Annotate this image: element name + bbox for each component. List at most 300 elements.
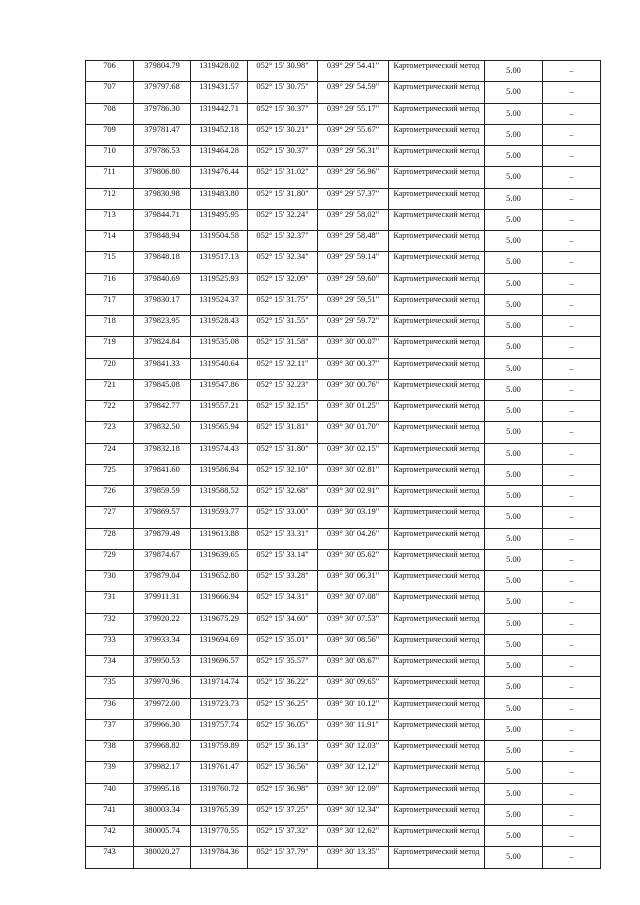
method-cell: Картометрический метод bbox=[389, 167, 485, 188]
x-coordinate-cell: 380020.27 bbox=[134, 847, 191, 868]
y-coordinate-cell: 1319770.55 bbox=[191, 826, 248, 847]
x-coordinate-cell: 379874.67 bbox=[134, 549, 191, 570]
accuracy-cell: 5.00 bbox=[485, 146, 543, 167]
accuracy-cell: 5.00 bbox=[485, 528, 543, 549]
latitude-cell: 052° 15' 31.80" bbox=[248, 188, 318, 209]
latitude-cell: 052° 15' 36.98" bbox=[248, 783, 318, 804]
longitude-cell: 039° 29' 55.17" bbox=[318, 103, 389, 124]
accuracy-cell: 5.00 bbox=[485, 167, 543, 188]
longitude-cell: 039° 29' 58.48" bbox=[318, 231, 389, 252]
y-coordinate-cell: 1319714.74 bbox=[191, 677, 248, 698]
point-number-cell: 736 bbox=[86, 698, 134, 719]
longitude-cell: 039° 29' 55.67" bbox=[318, 124, 389, 145]
method-cell: Картометрический метод bbox=[389, 188, 485, 209]
longitude-cell: 039° 30' 09.65" bbox=[318, 677, 389, 698]
x-coordinate-cell: 379830.17 bbox=[134, 294, 191, 315]
method-cell: Картометрический метод bbox=[389, 443, 485, 464]
method-cell: Картометрический метод bbox=[389, 677, 485, 698]
method-cell: Картометрический метод bbox=[389, 379, 485, 400]
y-coordinate-cell: 1319757.74 bbox=[191, 719, 248, 740]
note-cell: – bbox=[543, 379, 601, 400]
latitude-cell: 052° 15' 31.55" bbox=[248, 316, 318, 337]
point-number-cell: 713 bbox=[86, 209, 134, 230]
point-number-cell: 734 bbox=[86, 656, 134, 677]
point-number-cell: 715 bbox=[86, 252, 134, 273]
point-number-cell: 726 bbox=[86, 486, 134, 507]
point-number-cell: 742 bbox=[86, 826, 134, 847]
accuracy-cell: 5.00 bbox=[485, 826, 543, 847]
x-coordinate-cell: 379950.53 bbox=[134, 656, 191, 677]
latitude-cell: 052° 15' 30.37" bbox=[248, 146, 318, 167]
point-number-cell: 740 bbox=[86, 783, 134, 804]
x-coordinate-cell: 379869.57 bbox=[134, 507, 191, 528]
method-cell: Картометрический метод bbox=[389, 124, 485, 145]
method-cell: Картометрический метод bbox=[389, 252, 485, 273]
note-cell: – bbox=[543, 507, 601, 528]
note-cell: – bbox=[543, 571, 601, 592]
longitude-cell: 039° 29' 57.37" bbox=[318, 188, 389, 209]
longitude-cell: 039° 29' 56.31" bbox=[318, 146, 389, 167]
longitude-cell: 039° 29' 59.51" bbox=[318, 294, 389, 315]
point-number-cell: 733 bbox=[86, 634, 134, 655]
latitude-cell: 052° 15' 31.02" bbox=[248, 167, 318, 188]
accuracy-cell: 5.00 bbox=[485, 209, 543, 230]
method-cell: Картометрический метод bbox=[389, 613, 485, 634]
note-cell: – bbox=[543, 82, 601, 103]
note-cell: – bbox=[543, 847, 601, 868]
accuracy-cell: 5.00 bbox=[485, 847, 543, 868]
longitude-cell: 039° 29' 54.41" bbox=[318, 61, 389, 82]
longitude-cell: 039° 30' 03.19" bbox=[318, 507, 389, 528]
point-number-cell: 708 bbox=[86, 103, 134, 124]
method-cell: Картометрический метод bbox=[389, 656, 485, 677]
point-number-cell: 720 bbox=[86, 358, 134, 379]
accuracy-cell: 5.00 bbox=[485, 61, 543, 82]
method-cell: Картометрический метод bbox=[389, 571, 485, 592]
table-row bbox=[86, 124, 601, 145]
method-cell: Картометрический метод bbox=[389, 592, 485, 613]
x-coordinate-cell: 379844.71 bbox=[134, 209, 191, 230]
table-row bbox=[86, 209, 601, 230]
accuracy-cell: 5.00 bbox=[485, 804, 543, 825]
longitude-cell: 039° 30' 12.03" bbox=[318, 741, 389, 762]
note-cell: – bbox=[543, 528, 601, 549]
method-cell: Картометрический метод bbox=[389, 741, 485, 762]
table-body bbox=[86, 61, 601, 869]
note-cell: – bbox=[543, 124, 601, 145]
note-cell: – bbox=[543, 464, 601, 485]
longitude-cell: 039° 30' 11.91" bbox=[318, 719, 389, 740]
latitude-cell: 052° 15' 32.24" bbox=[248, 209, 318, 230]
method-cell: Картометрический метод bbox=[389, 401, 485, 422]
accuracy-cell: 5.00 bbox=[485, 422, 543, 443]
method-cell: Картометрический метод bbox=[389, 146, 485, 167]
point-number-cell: 743 bbox=[86, 847, 134, 868]
y-coordinate-cell: 1319694.69 bbox=[191, 634, 248, 655]
table-row bbox=[86, 294, 601, 315]
longitude-cell: 039° 29' 58.02" bbox=[318, 209, 389, 230]
table-row bbox=[86, 146, 601, 167]
accuracy-cell: 5.00 bbox=[485, 231, 543, 252]
accuracy-cell: 5.00 bbox=[485, 188, 543, 209]
y-coordinate-cell: 1319525.93 bbox=[191, 273, 248, 294]
longitude-cell: 039° 30' 13.35" bbox=[318, 847, 389, 868]
point-number-cell: 728 bbox=[86, 528, 134, 549]
x-coordinate-cell: 379830.98 bbox=[134, 188, 191, 209]
accuracy-cell: 5.00 bbox=[485, 294, 543, 315]
y-coordinate-cell: 1319586.94 bbox=[191, 464, 248, 485]
x-coordinate-cell: 379845.08 bbox=[134, 379, 191, 400]
x-coordinate-cell: 379933.34 bbox=[134, 634, 191, 655]
y-coordinate-cell: 1319613.88 bbox=[191, 528, 248, 549]
x-coordinate-cell: 379879.04 bbox=[134, 571, 191, 592]
note-cell: – bbox=[543, 804, 601, 825]
x-coordinate-cell: 379781.47 bbox=[134, 124, 191, 145]
note-cell: – bbox=[543, 103, 601, 124]
latitude-cell: 052° 15' 31.75" bbox=[248, 294, 318, 315]
accuracy-cell: 5.00 bbox=[485, 507, 543, 528]
x-coordinate-cell: 379972.00 bbox=[134, 698, 191, 719]
y-coordinate-cell: 1319428.02 bbox=[191, 61, 248, 82]
accuracy-cell: 5.00 bbox=[485, 82, 543, 103]
table-row bbox=[86, 252, 601, 273]
accuracy-cell: 5.00 bbox=[485, 252, 543, 273]
x-coordinate-cell: 379841.33 bbox=[134, 358, 191, 379]
table-row bbox=[86, 188, 601, 209]
accuracy-cell: 5.00 bbox=[485, 103, 543, 124]
point-number-cell: 712 bbox=[86, 188, 134, 209]
note-cell: – bbox=[543, 294, 601, 315]
latitude-cell: 052° 15' 30.21" bbox=[248, 124, 318, 145]
latitude-cell: 052° 15' 36.22" bbox=[248, 677, 318, 698]
method-cell: Картометрический метод bbox=[389, 337, 485, 358]
note-cell: – bbox=[543, 741, 601, 762]
y-coordinate-cell: 1319639.65 bbox=[191, 549, 248, 570]
method-cell: Картометрический метод bbox=[389, 719, 485, 740]
method-cell: Картометрический метод bbox=[389, 698, 485, 719]
table-row bbox=[86, 486, 601, 507]
x-coordinate-cell: 379786.53 bbox=[134, 146, 191, 167]
latitude-cell: 052° 15' 34.31" bbox=[248, 592, 318, 613]
y-coordinate-cell: 1319476.44 bbox=[191, 167, 248, 188]
point-number-cell: 735 bbox=[86, 677, 134, 698]
latitude-cell: 052° 15' 32.34" bbox=[248, 252, 318, 273]
table-row bbox=[86, 61, 601, 82]
x-coordinate-cell: 379840.69 bbox=[134, 273, 191, 294]
method-cell: Картометрический метод bbox=[389, 486, 485, 507]
note-cell: – bbox=[543, 209, 601, 230]
longitude-cell: 039° 30' 08.67" bbox=[318, 656, 389, 677]
point-number-cell: 725 bbox=[86, 464, 134, 485]
longitude-cell: 039° 30' 12.34" bbox=[318, 804, 389, 825]
longitude-cell: 039° 30' 12.09" bbox=[318, 783, 389, 804]
note-cell: – bbox=[543, 231, 601, 252]
accuracy-cell: 5.00 bbox=[485, 124, 543, 145]
latitude-cell: 052° 15' 32.10" bbox=[248, 464, 318, 485]
y-coordinate-cell: 1319760.72 bbox=[191, 783, 248, 804]
y-coordinate-cell: 1319565.94 bbox=[191, 422, 248, 443]
note-cell: – bbox=[543, 167, 601, 188]
method-cell: Картометрический метод bbox=[389, 294, 485, 315]
table-row bbox=[86, 847, 601, 868]
table-row bbox=[86, 762, 601, 783]
y-coordinate-cell: 1319540.64 bbox=[191, 358, 248, 379]
note-cell: – bbox=[543, 273, 601, 294]
accuracy-cell: 5.00 bbox=[485, 464, 543, 485]
y-coordinate-cell: 1319666.94 bbox=[191, 592, 248, 613]
method-cell: Картометрический метод bbox=[389, 826, 485, 847]
table-row bbox=[86, 634, 601, 655]
accuracy-cell: 5.00 bbox=[485, 592, 543, 613]
y-coordinate-cell: 1319483.80 bbox=[191, 188, 248, 209]
point-number-cell: 730 bbox=[86, 571, 134, 592]
note-cell: – bbox=[543, 358, 601, 379]
table-row bbox=[86, 273, 601, 294]
method-cell: Картометрический метод bbox=[389, 783, 485, 804]
method-cell: Картометрический метод bbox=[389, 528, 485, 549]
longitude-cell: 039° 29' 56.96" bbox=[318, 167, 389, 188]
longitude-cell: 039° 30' 06.31" bbox=[318, 571, 389, 592]
method-cell: Картометрический метод bbox=[389, 549, 485, 570]
latitude-cell: 052° 15' 30.75" bbox=[248, 82, 318, 103]
table-row bbox=[86, 507, 601, 528]
accuracy-cell: 5.00 bbox=[485, 571, 543, 592]
table-row bbox=[86, 82, 601, 103]
table-row bbox=[86, 549, 601, 570]
note-cell: – bbox=[543, 656, 601, 677]
latitude-cell: 052° 15' 36.25" bbox=[248, 698, 318, 719]
latitude-cell: 052° 15' 32.15" bbox=[248, 401, 318, 422]
y-coordinate-cell: 1319765.39 bbox=[191, 804, 248, 825]
accuracy-cell: 5.00 bbox=[485, 656, 543, 677]
x-coordinate-cell: 379879.49 bbox=[134, 528, 191, 549]
note-cell: – bbox=[543, 422, 601, 443]
latitude-cell: 052° 15' 32.09" bbox=[248, 273, 318, 294]
y-coordinate-cell: 1319535.08 bbox=[191, 337, 248, 358]
y-coordinate-cell: 1319759.89 bbox=[191, 741, 248, 762]
x-coordinate-cell: 379859.59 bbox=[134, 486, 191, 507]
x-coordinate-cell: 379842.77 bbox=[134, 401, 191, 422]
x-coordinate-cell: 379848.94 bbox=[134, 231, 191, 252]
point-number-cell: 718 bbox=[86, 316, 134, 337]
table-row bbox=[86, 741, 601, 762]
x-coordinate-cell: 379804.79 bbox=[134, 61, 191, 82]
latitude-cell: 052° 15' 31.81" bbox=[248, 422, 318, 443]
note-cell: – bbox=[543, 634, 601, 655]
latitude-cell: 052° 15' 32.68" bbox=[248, 486, 318, 507]
method-cell: Картометрический метод bbox=[389, 273, 485, 294]
accuracy-cell: 5.00 bbox=[485, 719, 543, 740]
method-cell: Картометрический метод bbox=[389, 804, 485, 825]
note-cell: – bbox=[543, 677, 601, 698]
point-number-cell: 719 bbox=[86, 337, 134, 358]
point-number-cell: 707 bbox=[86, 82, 134, 103]
y-coordinate-cell: 1319557.21 bbox=[191, 401, 248, 422]
method-cell: Картометрический метод bbox=[389, 464, 485, 485]
method-cell: Картометрический метод bbox=[389, 209, 485, 230]
table-row bbox=[86, 698, 601, 719]
point-number-cell: 729 bbox=[86, 549, 134, 570]
longitude-cell: 039° 30' 08.56" bbox=[318, 634, 389, 655]
y-coordinate-cell: 1319574.43 bbox=[191, 443, 248, 464]
point-number-cell: 737 bbox=[86, 719, 134, 740]
coordinates-table bbox=[85, 60, 601, 869]
accuracy-cell: 5.00 bbox=[485, 634, 543, 655]
note-cell: – bbox=[543, 762, 601, 783]
accuracy-cell: 5.00 bbox=[485, 316, 543, 337]
method-cell: Картометрический метод bbox=[389, 231, 485, 252]
accuracy-cell: 5.00 bbox=[485, 698, 543, 719]
y-coordinate-cell: 1319495.95 bbox=[191, 209, 248, 230]
longitude-cell: 039° 30' 02.15" bbox=[318, 443, 389, 464]
y-coordinate-cell: 1319723.73 bbox=[191, 698, 248, 719]
longitude-cell: 039° 29' 59.14" bbox=[318, 252, 389, 273]
x-coordinate-cell: 379832.18 bbox=[134, 443, 191, 464]
note-cell: – bbox=[543, 826, 601, 847]
x-coordinate-cell: 379786.30 bbox=[134, 103, 191, 124]
x-coordinate-cell: 379848.18 bbox=[134, 252, 191, 273]
latitude-cell: 052° 15' 33.31" bbox=[248, 528, 318, 549]
method-cell: Картометрический метод bbox=[389, 847, 485, 868]
point-number-cell: 739 bbox=[86, 762, 134, 783]
point-number-cell: 716 bbox=[86, 273, 134, 294]
latitude-cell: 052° 15' 33.28" bbox=[248, 571, 318, 592]
point-number-cell: 714 bbox=[86, 231, 134, 252]
x-coordinate-cell: 379797.68 bbox=[134, 82, 191, 103]
longitude-cell: 039° 30' 12.62" bbox=[318, 826, 389, 847]
point-number-cell: 727 bbox=[86, 507, 134, 528]
longitude-cell: 039° 30' 00.07" bbox=[318, 337, 389, 358]
accuracy-cell: 5.00 bbox=[485, 379, 543, 400]
y-coordinate-cell: 1319761.47 bbox=[191, 762, 248, 783]
y-coordinate-cell: 1319696.57 bbox=[191, 656, 248, 677]
longitude-cell: 039° 30' 01.25" bbox=[318, 401, 389, 422]
latitude-cell: 052° 15' 32.23" bbox=[248, 379, 318, 400]
longitude-cell: 039° 30' 01.70" bbox=[318, 422, 389, 443]
longitude-cell: 039° 30' 05.62" bbox=[318, 549, 389, 570]
latitude-cell: 052° 15' 36.56" bbox=[248, 762, 318, 783]
table-row bbox=[86, 422, 601, 443]
point-number-cell: 706 bbox=[86, 61, 134, 82]
point-number-cell: 738 bbox=[86, 741, 134, 762]
accuracy-cell: 5.00 bbox=[485, 337, 543, 358]
point-number-cell: 711 bbox=[86, 167, 134, 188]
x-coordinate-cell: 379968.82 bbox=[134, 741, 191, 762]
y-coordinate-cell: 1319517.13 bbox=[191, 252, 248, 273]
latitude-cell: 052° 15' 36.05" bbox=[248, 719, 318, 740]
method-cell: Картометрический метод bbox=[389, 316, 485, 337]
latitude-cell: 052° 15' 37.32" bbox=[248, 826, 318, 847]
note-cell: – bbox=[543, 613, 601, 634]
table-row bbox=[86, 804, 601, 825]
y-coordinate-cell: 1319504.58 bbox=[191, 231, 248, 252]
x-coordinate-cell: 379966.30 bbox=[134, 719, 191, 740]
note-cell: – bbox=[543, 146, 601, 167]
latitude-cell: 052° 15' 32.11" bbox=[248, 358, 318, 379]
note-cell: – bbox=[543, 61, 601, 82]
point-number-cell: 732 bbox=[86, 613, 134, 634]
point-number-cell: 731 bbox=[86, 592, 134, 613]
note-cell: – bbox=[543, 486, 601, 507]
table-row bbox=[86, 443, 601, 464]
longitude-cell: 039° 30' 07.53" bbox=[318, 613, 389, 634]
accuracy-cell: 5.00 bbox=[485, 613, 543, 634]
method-cell: Картометрический метод bbox=[389, 507, 485, 528]
table-row bbox=[86, 337, 601, 358]
table-row bbox=[86, 719, 601, 740]
longitude-cell: 039° 30' 02.91" bbox=[318, 486, 389, 507]
latitude-cell: 052° 15' 37.79" bbox=[248, 847, 318, 868]
x-coordinate-cell: 379806.80 bbox=[134, 167, 191, 188]
longitude-cell: 039° 30' 10.12" bbox=[318, 698, 389, 719]
point-number-cell: 721 bbox=[86, 379, 134, 400]
table-row bbox=[86, 528, 601, 549]
x-coordinate-cell: 379823.95 bbox=[134, 316, 191, 337]
table-row bbox=[86, 783, 601, 804]
method-cell: Картометрический метод bbox=[389, 103, 485, 124]
method-cell: Картометрический метод bbox=[389, 634, 485, 655]
y-coordinate-cell: 1319442.71 bbox=[191, 103, 248, 124]
point-number-cell: 724 bbox=[86, 443, 134, 464]
note-cell: – bbox=[543, 592, 601, 613]
latitude-cell: 052° 15' 35.01" bbox=[248, 634, 318, 655]
method-cell: Картометрический метод bbox=[389, 762, 485, 783]
latitude-cell: 052° 15' 30.98" bbox=[248, 61, 318, 82]
x-coordinate-cell: 379841.60 bbox=[134, 464, 191, 485]
note-cell: – bbox=[543, 316, 601, 337]
accuracy-cell: 5.00 bbox=[485, 677, 543, 698]
table-row bbox=[86, 464, 601, 485]
longitude-cell: 039° 30' 00.76" bbox=[318, 379, 389, 400]
x-coordinate-cell: 379911.31 bbox=[134, 592, 191, 613]
table-row bbox=[86, 571, 601, 592]
y-coordinate-cell: 1319431.57 bbox=[191, 82, 248, 103]
note-cell: – bbox=[543, 252, 601, 273]
note-cell: – bbox=[543, 443, 601, 464]
table-row bbox=[86, 231, 601, 252]
method-cell: Картометрический метод bbox=[389, 82, 485, 103]
method-cell: Картометрический метод bbox=[389, 358, 485, 379]
latitude-cell: 052° 15' 35.57" bbox=[248, 656, 318, 677]
note-cell: – bbox=[543, 401, 601, 422]
y-coordinate-cell: 1319675.29 bbox=[191, 613, 248, 634]
longitude-cell: 039° 30' 00.37" bbox=[318, 358, 389, 379]
table-row bbox=[86, 379, 601, 400]
accuracy-cell: 5.00 bbox=[485, 358, 543, 379]
latitude-cell: 052° 15' 30.37" bbox=[248, 103, 318, 124]
accuracy-cell: 5.00 bbox=[485, 762, 543, 783]
accuracy-cell: 5.00 bbox=[485, 783, 543, 804]
longitude-cell: 039° 30' 12.12" bbox=[318, 762, 389, 783]
y-coordinate-cell: 1319588.52 bbox=[191, 486, 248, 507]
note-cell: – bbox=[543, 783, 601, 804]
table-row bbox=[86, 358, 601, 379]
table-row bbox=[86, 826, 601, 847]
longitude-cell: 039° 30' 02.81" bbox=[318, 464, 389, 485]
y-coordinate-cell: 1319524.37 bbox=[191, 294, 248, 315]
longitude-cell: 039° 29' 59.60" bbox=[318, 273, 389, 294]
table-row bbox=[86, 656, 601, 677]
y-coordinate-cell: 1319528.43 bbox=[191, 316, 248, 337]
x-coordinate-cell: 380003.34 bbox=[134, 804, 191, 825]
latitude-cell: 052° 15' 31.58" bbox=[248, 337, 318, 358]
accuracy-cell: 5.00 bbox=[485, 273, 543, 294]
y-coordinate-cell: 1319593.77 bbox=[191, 507, 248, 528]
note-cell: – bbox=[543, 188, 601, 209]
point-number-cell: 741 bbox=[86, 804, 134, 825]
point-number-cell: 723 bbox=[86, 422, 134, 443]
longitude-cell: 039° 29' 54.59" bbox=[318, 82, 389, 103]
